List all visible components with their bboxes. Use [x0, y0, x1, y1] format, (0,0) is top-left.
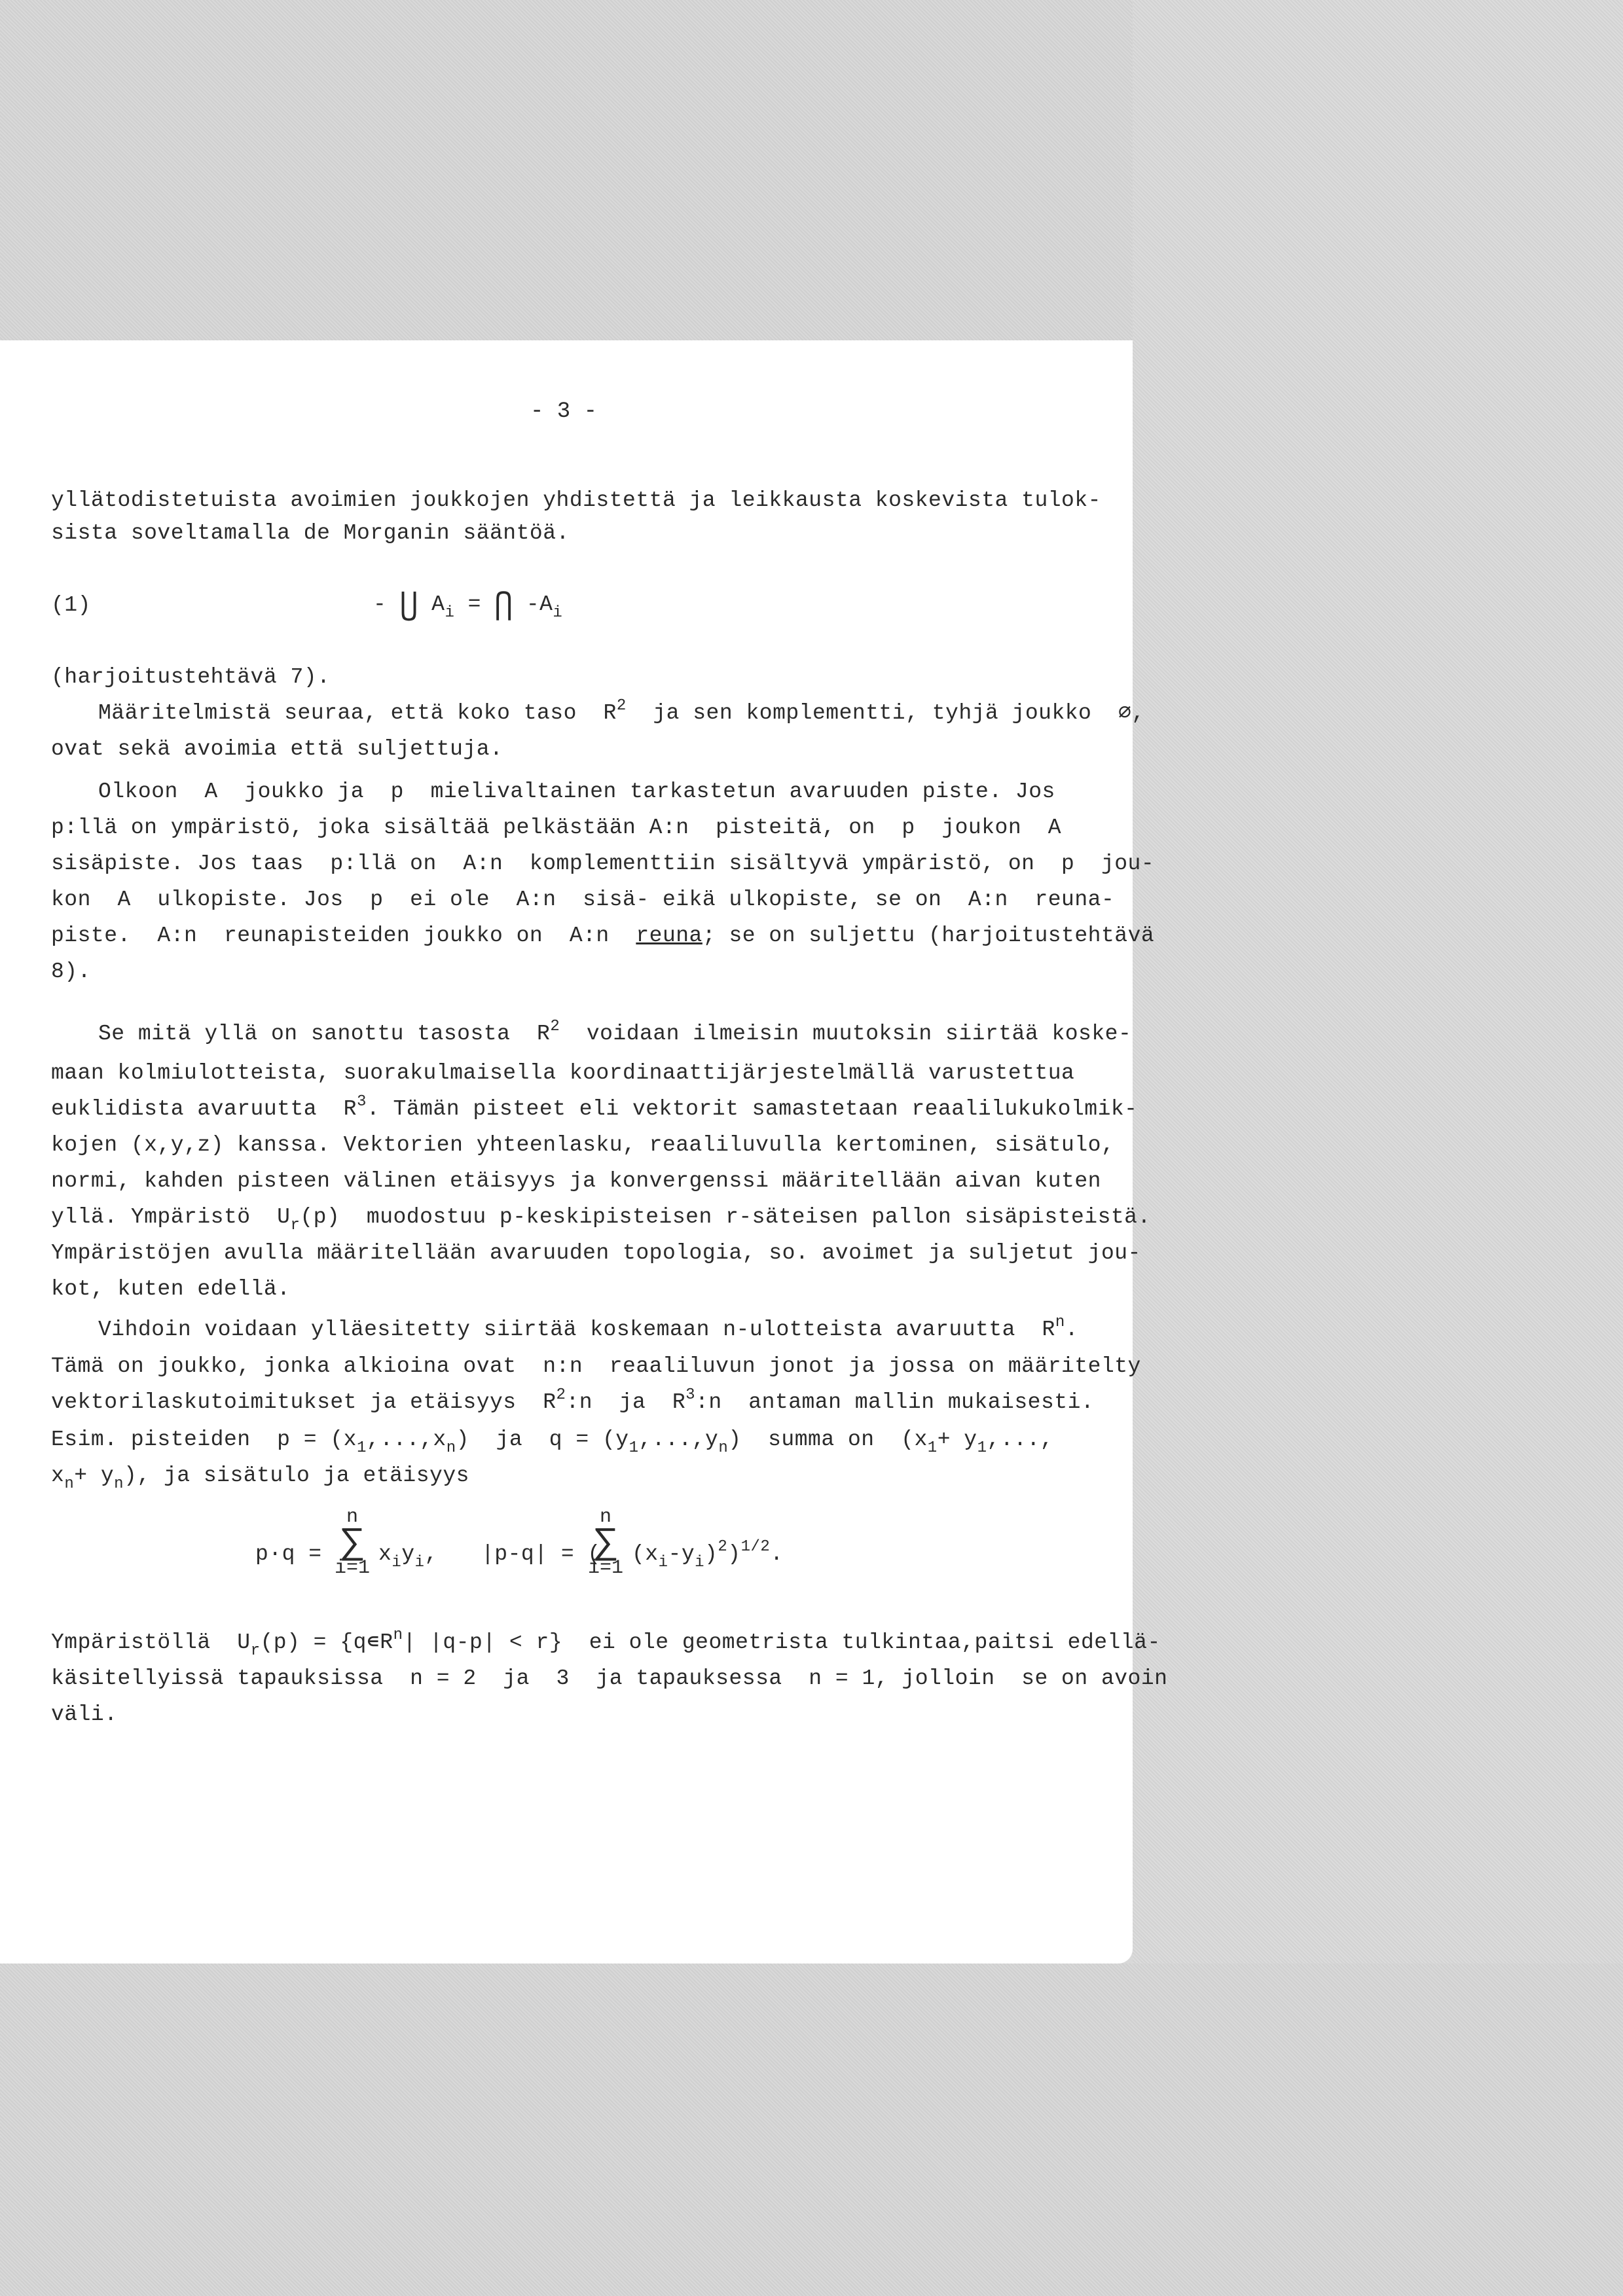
text-line: Määritelmistä seuraa, että koko taso $R^2$ ja sen komplementti, tyhjä joukko ∅,: [98, 697, 1145, 725]
text-line: käsitellyissä tapauksissa n = 2 ja 3 ja tapauksessa n = 1, jolloin se on avoin: [51, 1666, 1168, 1691]
sum-upper-limit: n: [599, 1506, 611, 1528]
text-line: (harjoitustehtävä 7).: [51, 665, 331, 689]
sigma-symbol: ∑: [594, 1522, 617, 1564]
union-symbol: ⋃: [399, 589, 418, 623]
text-line: Ympäristöllä $U_r(p)$ = {$q∊R^n|$ |q-p| < r} ei ole geometrista tulkintaa,paitsi edellä-: [51, 1626, 1161, 1660]
text-line: euklidista avaruutta $R^3$. Tämän pisteet eli vektorit samastetaan reaalilukukolmik-: [51, 1093, 1138, 1121]
distance-term: $(x_i-y_i)^2)^{1/2}$.: [632, 1538, 784, 1571]
text-line: väli.: [51, 1702, 118, 1727]
text-line: $x_n+ y_n$), ja sisätulo ja etäisyys: [51, 1463, 469, 1493]
sum-upper-limit: n: [346, 1506, 358, 1528]
summation-inner-product: [333, 1507, 372, 1579]
sum-lower-limit: i=1: [334, 1557, 370, 1579]
page-number: - 3 -: [530, 399, 598, 424]
set-a: A: [431, 592, 445, 617]
text-line: piste. A:n reunapisteiden joukko on A:n reuna; se on suljettu (harjoitustehtävä: [51, 924, 1155, 948]
scan-background-bottom: [0, 1964, 1623, 2296]
text-line: sista soveltamalla de Morganin sääntöä.: [51, 521, 570, 545]
text-line: vektorilaskutoimitukset ja etäisyys $R^2:n$ ja $R^3:n$ antaman mallin mukaisesti.: [51, 1386, 1095, 1414]
text-line: normi, kahden pisteen välinen etäisyys ja konvergenssi määritellään aivan kuten: [51, 1169, 1101, 1193]
text-line: kojen (x,y,z) kanssa. Vektorien yhteenlasku, reaaliluvulla kertominen, sisätulo,: [51, 1133, 1115, 1157]
text-line: Se mitä yllä on sanottu tasosta $R^2$ voidaan ilmeisin muutoksin siirtää koske-: [98, 1018, 1132, 1046]
formula-de-morgan: [373, 589, 563, 623]
text-line: kot, kuten edellä.: [51, 1277, 291, 1301]
text-line: yllätodistetuista avoimien joukkojen yhdistettä ja leikkausta koskevista tulok-: [51, 488, 1101, 512]
text-line: Ympäristöjen avulla määritellään avaruuden topologia, so. avoimet ja suljetut jou-: [51, 1241, 1141, 1265]
sum-lower-limit: i=1: [587, 1557, 623, 1579]
term-reuna: reuna: [636, 924, 702, 948]
complement-a: -A: [526, 592, 553, 617]
sigma-symbol: ∑: [341, 1522, 363, 1564]
scan-background-right: [1133, 0, 1623, 2296]
text-line: sisäpiste. Jos taas p:llä on A:n komplementtiin sisältyvä ympäristö, on p jou-: [51, 852, 1155, 876]
text-line: yllä. Ympäristö $U_r(p)$ muodostuu p-keskipisteisen r-säteisen pallon sisäpisteistä.: [51, 1205, 1151, 1234]
text-line: Vihdoin voidaan ylläesitetty siirtää koskemaan n-ulotteista avaruutta $R^n$.: [98, 1314, 1079, 1342]
equals-sign: =: [467, 592, 481, 617]
text-line: kon A ulkopiste. Jos p ei ole A:n sisä- eikä ulkopiste, se on A:n reuna-: [51, 888, 1115, 912]
summation-distance: [586, 1507, 625, 1579]
text-line: Esim. pisteiden $p = (x_1,...,x_n)$ ja $q = (y_1,...,y_n)$ summa on ($x_1+ y_1$,...,: [51, 1427, 1054, 1457]
index-i: i: [553, 604, 563, 622]
index-i: i: [445, 604, 455, 622]
intersection-symbol: ⋂: [494, 589, 513, 623]
formula-label: (1): [51, 593, 91, 617]
inner-product-lhs: p·q =: [255, 1542, 322, 1566]
text-line: 8).: [51, 960, 91, 984]
text-line: Olkoon A joukko ja p mielivaltainen tarkastetun avaruuden piste. Jos: [98, 780, 1055, 804]
inner-product-term: $x_iy_i$,: [378, 1542, 438, 1571]
distance-lhs: |p-q| = (: [481, 1542, 601, 1566]
text-line: maan kolmiulotteista, suorakulmaisella koordinaattijärjestelmällä varustettua: [51, 1061, 1075, 1085]
text-line: p:llä on ympäristö, joka sisältää pelkästään A:n pisteitä, on p joukon A: [51, 816, 1062, 840]
text-line: Tämä on joukko, jonka alkioina ovat n:n reaaliluvun jonot ja jossa on määritelty: [51, 1354, 1141, 1378]
text-line: ovat sekä avoimia että suljettuja.: [51, 737, 503, 761]
minus-sign: -: [373, 592, 387, 617]
